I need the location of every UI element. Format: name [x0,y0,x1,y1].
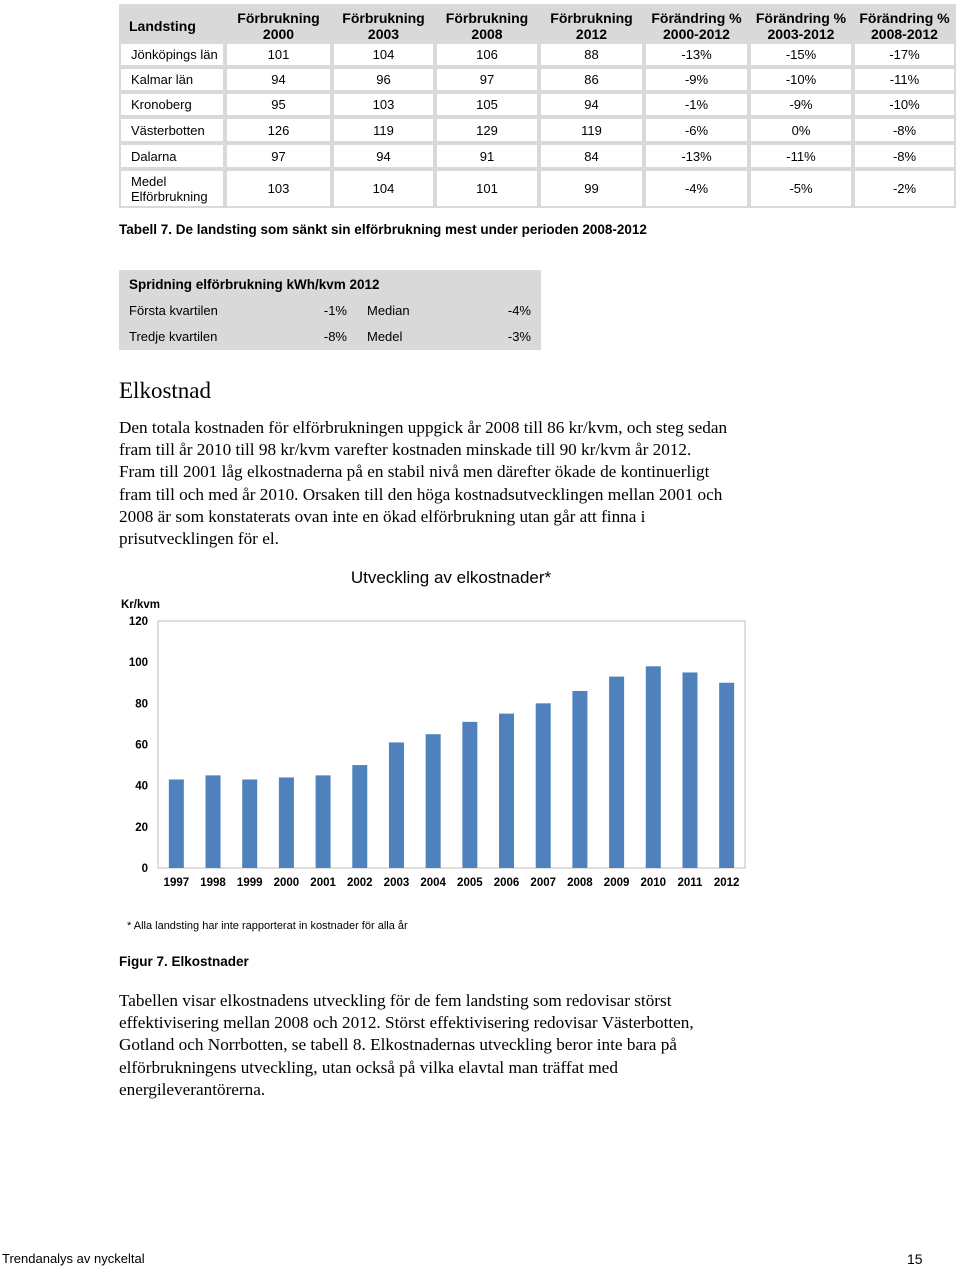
spread-table [119,270,541,350]
table-caption: Tabell 7. De landsting som sänkt sin elförbrukning mest under perioden 2008-2012 [119,222,647,237]
table-header-line: 2003 [367,26,400,42]
table-cell: 97 [437,69,537,90]
table-cell: 101 [437,171,537,206]
x-tick-label: 1999 [236,877,263,889]
table-header [332,4,435,48]
page-number: 15 [907,1251,923,1267]
table-header-line: 2008 [471,26,503,42]
x-tick-label: 2001 [310,877,336,889]
footer-title: Trendanalys av nyckeltal [2,1251,145,1266]
table-header [853,4,956,48]
figure-caption: Figur 7. Elkostnader [119,954,249,969]
table-cell: -2% [855,171,954,206]
table-cell: -13% [646,44,747,65]
consumption-table [119,4,956,208]
y-tick-label: 40 [135,780,148,793]
x-tick-label: 2006 [493,877,520,889]
x-tick-label: 2010 [640,877,667,889]
bar [719,683,734,868]
bar [352,765,367,868]
table-row-label: Kronoberg [121,94,223,115]
spread-table-cell: Medel [367,329,403,344]
table-cell: 103 [334,94,433,115]
bar [279,777,294,868]
table-cell: 104 [334,171,433,206]
table-cell: -11% [751,145,851,167]
table-header [749,4,853,48]
table-header [644,4,749,48]
spread-table-cell: -3% [507,329,531,344]
body-paragraph-1: Den totala kostnaden för elförbrukningen uppgick år 2008 till 86 kr/kvm, och steg sedan fram till år 2010 till 98 kr/kvm varefter kostnaden minskade till 90 kr/kvm år 2012. Fram till 2001 låg elkostnaderna på en stabil nivå men därefter ökade de kontinuerligt fram till och med år 2010. Orsaken till den höga kostnadsutvecklingen mellan 2001 och 2008 är som konstaterats ovan inte en ökad elförbrukning utan går att finna i prisutvecklingen för el. [119,418,728,549]
table-cell: -10% [751,69,851,90]
bar [499,714,514,868]
table-cell: 88 [541,44,642,65]
table-cell: 96 [334,69,433,90]
table-cell: 97 [227,145,330,167]
spread-table-cell: Första kvartilen [129,303,218,318]
table-header [539,4,644,48]
bar [206,775,221,868]
x-tick-label: 2004 [420,877,446,889]
x-tick-label: 1997 [163,877,190,889]
bar [169,779,184,868]
table-header [119,4,225,48]
table-header-line: Förbrukning [550,10,633,26]
spread-table-cell: -8% [323,329,347,344]
table-cell: 105 [437,94,537,115]
x-tick-label: 2005 [457,877,483,889]
table-cell: 91 [437,145,537,167]
electricity-cost-chart [0,560,960,950]
table-cell: 94 [334,145,433,167]
table-cell: 84 [541,145,642,167]
table-cell: -4% [646,171,747,206]
bar [462,722,477,868]
section-heading: Elkostnad [119,378,211,403]
table-cell: 101 [227,44,330,65]
bar [682,672,697,868]
table-cell: -13% [646,145,747,167]
x-tick-label: 2008 [567,877,593,889]
table-header-line: 2000-2012 [663,26,730,42]
y-tick-label: 120 [128,616,148,628]
bar [536,703,551,868]
table-cell: -10% [855,94,954,115]
table-header-line: Förändring % [755,10,847,26]
table-row-label: Jönköpings län [121,44,223,65]
bar [242,779,257,868]
x-tick-label: 1998 [200,877,226,889]
bar [426,734,441,868]
x-tick-label: 2012 [713,877,740,889]
table-cell: 86 [541,69,642,90]
x-tick-label: 2003 [383,877,410,889]
bar [389,742,404,868]
bar [609,677,624,868]
y-tick-label: 80 [135,698,148,711]
table-cell: -6% [646,119,747,141]
table-cell: -9% [646,69,747,90]
bar [572,691,587,868]
table-header-line: 2003-2012 [767,26,835,42]
table-row-label: Dalarna [121,145,223,167]
table-cell: 103 [227,171,330,206]
spread-table-title: Spridning elförbrukning kWh/kvm 2012 [129,277,380,292]
spread-table-cell: -4% [507,303,531,318]
x-tick-label: 2011 [677,877,703,889]
table-cell: -17% [855,44,954,65]
table-header-line: Förbrukning [342,10,425,26]
spread-table-cell: Tredje kvartilen [129,329,218,344]
table-header [435,4,539,48]
table-cell: 94 [541,94,642,115]
table-cell: -9% [751,94,851,115]
table-cell: -8% [855,145,954,167]
x-tick-label: 2002 [346,877,373,889]
table-cell: -11% [855,69,954,90]
table-cell: 119 [541,119,642,141]
table-header [225,4,332,48]
table-header-line: Förändring % [651,10,742,26]
table-header-line: 2012 [575,26,608,42]
table-header-line: Landsting [129,18,196,34]
table-cell: 99 [541,171,642,206]
y-tick-label: 20 [135,821,148,834]
table-row-label: Medel Elförbrukning [121,171,223,206]
table-cell: 94 [227,69,330,90]
body-paragraph-2: Tabellen visar elkostnadens utveckling för de fem landsting som redovisar störst effektivisering mellan 2008 och 2012. Störst effektivisering redovisar Västerbotten, Gotland och Norrbotten, se tabell 8. Elkostnadernas utveckling beror inte bara på elförbrukningens utveckling, utan också på vilka elavtal man träffat med energileverantörerna. [119,991,694,1099]
table-cell: 119 [334,119,433,141]
table-cell: -8% [855,119,954,141]
x-tick-label: 2009 [603,877,630,889]
table-header-line: Förbrukning [445,10,529,26]
table-header-line: Förbrukning [237,10,320,26]
spread-table-cell: Median [367,303,410,318]
bar [646,666,661,868]
table-header-line: 2000 [262,26,295,42]
spread-table-cell: -1% [323,303,347,318]
table-cell: 104 [334,44,433,65]
x-tick-label: 2000 [273,877,300,889]
table-cell: -1% [646,94,747,115]
table-cell: 0% [751,119,851,141]
table-cell: 126 [227,119,330,141]
table-cell: 106 [437,44,537,65]
x-tick-label: 2007 [530,877,557,889]
table-header-line: 2008-2012 [871,26,938,42]
table-cell: 129 [437,119,537,141]
table-cell: -5% [751,171,851,206]
chart-title: Utveckling av elkostnader* [350,568,552,587]
bar [316,775,331,868]
table-row-label: Kalmar län [121,69,223,90]
y-tick-label: 60 [135,739,148,752]
chart-footnote: * Alla landsting har inte rapporterat in kostnader för alla år [127,920,408,932]
table-row-label: Västerbotten [121,119,223,141]
y-tick-label: 100 [128,657,148,670]
y-tick-label: 0 [141,863,148,875]
table-cell: 95 [227,94,330,115]
table-cell: -15% [751,44,851,65]
table-header-line: Förändring % [859,10,950,26]
y-axis-label: Kr/kvm [121,599,160,611]
